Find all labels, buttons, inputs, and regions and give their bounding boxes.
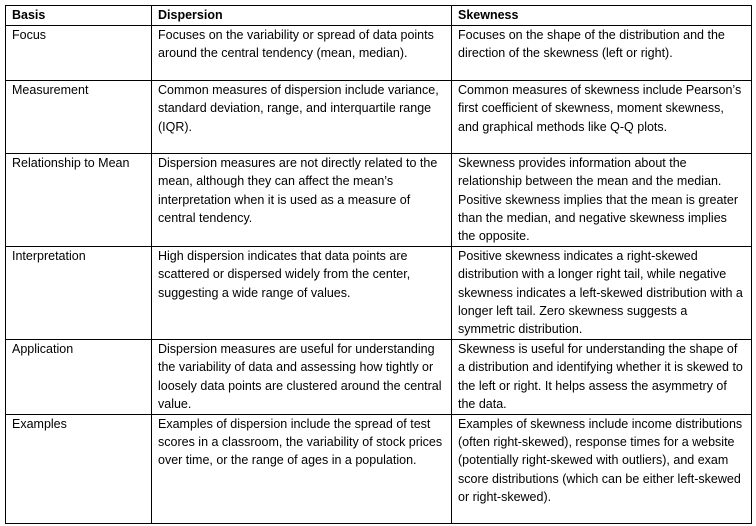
skewness-cell: Positive skewness indicates a right-skewed distribution with a longer right tail, while negative skewness indicates a left-skewed distribution with a longer left tail. Zero skewness suggests a symmetric distribution. [452,247,752,340]
header-basis: Basis [6,6,152,26]
basis-cell: Examples [6,415,152,524]
basis-cell: Interpretation [6,247,152,340]
table-row [6,247,752,340]
dispersion-cell: Focuses on the variability or spread of data points around the central tendency (mean, median). [152,26,452,81]
dispersion-cell: High dispersion indicates that data points are scattered or dispersed widely from the center, suggesting a wide range of values. [152,247,452,340]
skewness-cell: Focuses on the shape of the distribution and the direction of the skewness (left or right). [452,26,752,81]
table-row [6,26,752,81]
table-row [6,340,752,415]
skewness-cell: Skewness provides information about the relationship between the mean and the median. Positive skewness implies that the mean is greater than the median, and negative skewness implies the opposite. [452,154,752,247]
header-dispersion: Dispersion [152,6,452,26]
table-row [6,154,752,247]
basis-cell: Relationship to Mean [6,154,152,247]
basis-cell: Application [6,340,152,415]
dispersion-cell: Examples of dispersion include the spread of test scores in a classroom, the variability of stock prices over time, or the range of ages in a population. [152,415,452,524]
skewness-cell: Common measures of skewness include Pearson’s first coefficient of skewness, moment skewness, and graphical methods like Q-Q plots. [452,81,752,154]
dispersion-cell: Dispersion measures are not directly related to the mean, although they can affect the mean’s interpretation when it is used as a measure of central tendency. [152,154,452,247]
comparison-table [5,5,752,524]
basis-cell: Focus [6,26,152,81]
table-row [6,415,752,524]
basis-cell: Measurement [6,81,152,154]
skewness-cell: Examples of skewness include income distributions (often right-skewed), response times for a website (potentially right-skewed with outliers), and exam score distributions (which can be either left-skewed or right-skewed). [452,415,752,524]
table-row [6,81,752,154]
skewness-cell: Skewness is useful for understanding the shape of a distribution and identifying whether it is skewed to the left or right. It helps assess the asymmetry of the data. [452,340,752,415]
table-header-row [6,6,752,26]
header-skewness: Skewness [452,6,752,26]
dispersion-cell: Common measures of dispersion include variance, standard deviation, range, and interquartile range (IQR). [152,81,452,154]
dispersion-cell: Dispersion measures are useful for understanding the variability of data and assessing how tightly or loosely data points are clustered around the central value. [152,340,452,415]
